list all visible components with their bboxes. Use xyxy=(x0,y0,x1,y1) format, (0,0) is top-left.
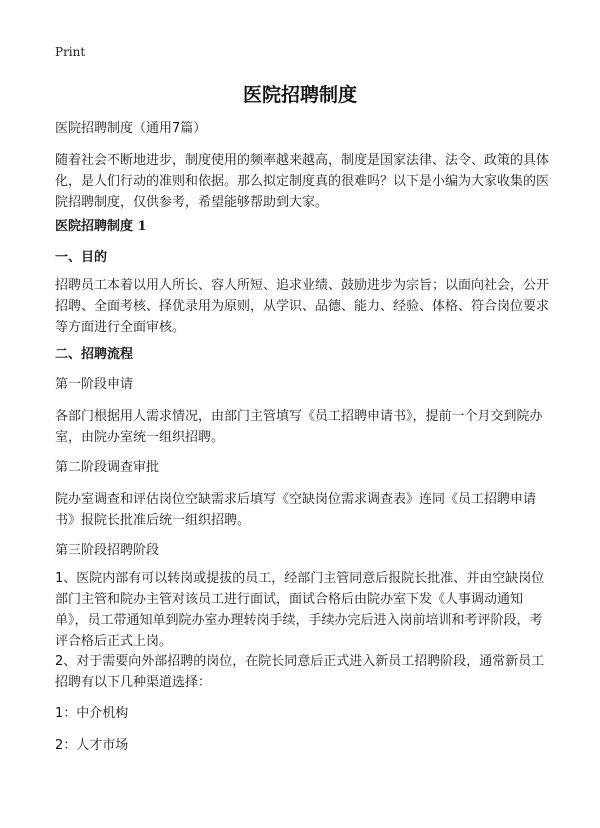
channel-item-2: 2：人才市场 xyxy=(55,738,129,753)
purpose-heading: 一、目的 xyxy=(55,250,108,265)
stage3-item-1: 1、医院内部有可以转岗或提拔的员工，经部门主管同意后报院长批准、并由空缺岗位部门主管和院办主管对该员工进行面试，面试合格后由院办室下发《人事调动通知单》，员工带通知单到院办室办理转岗手续，手续办完后进入岗前培训和考评阶段，考评合格后正式上岗。 xyxy=(55,571,545,649)
stage3-item-2: 2、对于需要向外部招聘的岗位，在院长同意后正式进入新员工招聘阶段，通常新员工招聘有以下几种渠道选择： xyxy=(55,654,545,690)
stage2-paragraph: 院办室调查和评估岗位空缺需求后填写《空缺岗位需求调查表》连同《员工招聘申请书》报院长批准后统一组织招聘。 xyxy=(55,492,537,528)
stage2-title: 第二阶段调查审批 xyxy=(55,460,160,475)
section-title-number: 1 xyxy=(137,219,147,234)
print-label: Print xyxy=(55,45,86,59)
stage1-title: 第一阶段申请 xyxy=(55,377,134,392)
section-title xyxy=(55,216,549,237)
intro-paragraph: 随着社会不断地进步，制度使用的频率越来越高，制度是国家法律、法令、政策的具体化，是人们行动的准则和依据。那么拟定制度真的很难吗？以下是小编为大家收集的医院招聘制度，仅供参考，希望能够帮助到大家。 xyxy=(55,153,550,210)
stage1-paragraph: 各部门根据用人需求情况，由部门主管填写《员工招聘申请书》，提前一个月交到院办室，由院办室统一组织招聘。 xyxy=(55,409,543,445)
section-title-text: 医院招聘制度 xyxy=(55,219,134,234)
page-title: 医院招聘制度 xyxy=(242,84,357,106)
document-subtitle: 医院招聘制度（通用7篇） xyxy=(55,121,207,136)
process-heading: 二、招聘流程 xyxy=(55,347,134,362)
channel-item-1: 1：中介机构 xyxy=(55,706,129,721)
stage3-title: 第三阶段招聘阶段 xyxy=(55,543,160,558)
purpose-paragraph: 招聘员工本着以用人所长、容人所短、追求业绩、鼓励进步为宗旨；以面向社会，公开招聘、全面考核、择优录用为原则，从学识、品德、能力、经验、体格、符合岗位要求等方面进行全面审核。 xyxy=(55,278,550,335)
